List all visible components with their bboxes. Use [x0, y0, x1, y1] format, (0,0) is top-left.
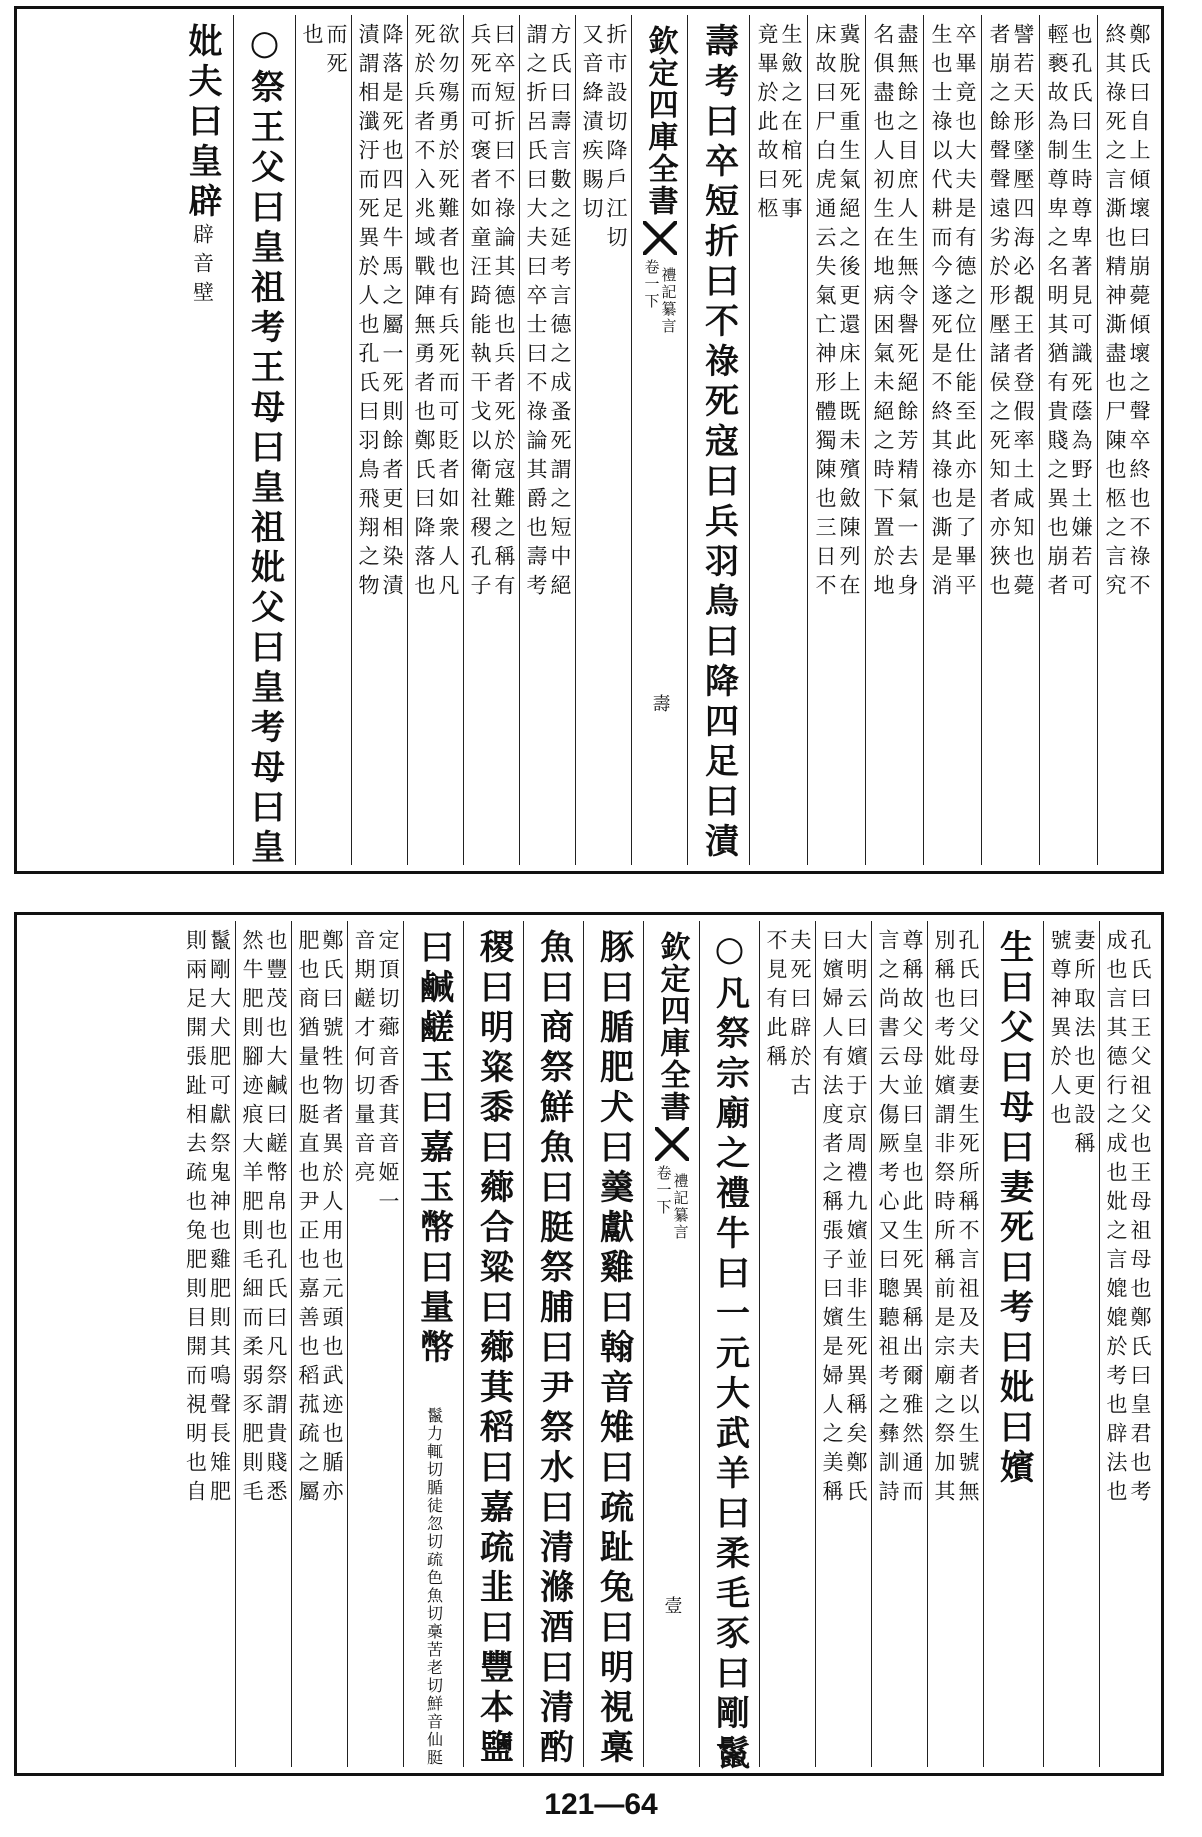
main-text-column [403, 921, 463, 1767]
main-text: 魚曰商祭鮮魚曰脡祭脯曰尹祭水曰清滌酒曰清酌 [533, 929, 574, 1769]
main-text-column [583, 921, 643, 1767]
main-text: ○祭王父曰皇祖考王母曰皇祖妣父曰皇考母曰皇 [244, 23, 285, 869]
commentary-line: 鬣剛大犬肥可獻祭鬼神也雞肥則其鳴聲長雉肥 [207, 929, 232, 1509]
main-text: 生曰父曰母曰妻死曰考曰妣曰嬪 [993, 929, 1034, 1489]
commentary-line: 夫死曰辟於古 [788, 929, 812, 1103]
commentary-line: 言之尚書云大傷厥考心又曰聰聽祖考之彝訓詩 [876, 929, 900, 1509]
center-fold [631, 15, 687, 865]
main-text-column [983, 921, 1043, 1767]
fishtail-ornament-icon [655, 1127, 689, 1161]
commentary-column [749, 15, 807, 865]
commentary-line: 降落是死也四足牛馬之屬一死則餘者更相染漬 [380, 23, 404, 603]
commentary-column [1099, 921, 1155, 1767]
commentary-line: 鄭氏曰號牲物者異於人用也元頭也武迹也腯亦 [320, 929, 344, 1509]
main-text: ○凡祭宗廟之禮牛曰一元大武羊曰柔毛豕曰剛鬣 [709, 929, 750, 1775]
commentary-line: 床故曰尸白虎通云失氣亡神形體獨陳也三日不 [813, 23, 837, 603]
commentary-line: 謂之折呂氏曰大夫曰卒士曰不祿論其爵也壽考 [524, 23, 548, 603]
commentary-column [1043, 921, 1099, 1767]
book-header: 欽定四庫全書 [642, 25, 678, 217]
fold-subtitle [656, 1165, 688, 1241]
book-title: 禮記纂言 [659, 267, 678, 335]
commentary-line: 曰嬪婦人有法度者之稱張子曰嬪是婦人之美稱 [820, 929, 844, 1509]
page-number: 壽 [649, 694, 671, 715]
commentary-line: 漬謂相瀸汙而死異於人也孔氏曰羽鳥飛翔之物 [356, 23, 380, 603]
commentary-column [1097, 15, 1155, 865]
book-header: 欽定四庫全書 [654, 931, 690, 1123]
page-number: 壹 [661, 1596, 683, 1617]
main-text-column [463, 921, 523, 1767]
commentary-column [759, 921, 815, 1767]
bottom-page [14, 912, 1164, 1776]
commentary-line: 肥也商猶量也脡直也尹正也嘉善也稻菰疏之屬 [296, 929, 320, 1509]
main-text-column [523, 921, 583, 1767]
reading-note: 辟音壁 [190, 223, 215, 310]
commentary-line: 不見有此稱 [764, 929, 788, 1074]
commentary-line: 也 [300, 23, 324, 52]
commentary-column [923, 15, 981, 865]
commentary-line: 然牛肥則腳迹痕大羊肥則毛細而柔弱豕肥則毛 [240, 929, 264, 1509]
commentary-line: 鄭氏曰自上傾壞曰崩薨傾壞之聲卒終也不祿不 [1127, 23, 1151, 603]
commentary-column [871, 921, 927, 1767]
commentary-column [407, 15, 463, 865]
main-text-column [233, 15, 295, 869]
juan-label: 卷一下 [654, 1165, 673, 1216]
commentary-column [807, 15, 865, 865]
commentary-line: 冀脫死重生氣絕之後更還床上既未殯斂陳列在 [837, 23, 861, 603]
commentary-line: 生也士祿以代耕而今遂死是不終其祿也澌是消 [929, 23, 953, 603]
commentary-line: 孔氏曰王父祖父也王母祖母也鄭氏曰皇君也考 [1128, 929, 1152, 1509]
commentary-column [351, 15, 407, 865]
book-title: 禮記纂言 [671, 1173, 690, 1241]
main-text-column [171, 15, 233, 865]
commentary-line: 兵死而可褒者如童汪踦能執干戈以衛社稷孔子 [468, 23, 492, 603]
commentary-column [347, 921, 403, 1767]
commentary-line: 曰卒短折曰不祿論其德也兵者死於寇難之稱有 [492, 23, 516, 603]
commentary-line: 妻所取法也更設稱 [1072, 929, 1096, 1161]
commentary-line: 譬若天形墜壓四海必覩王者登假率土咸知也薨 [1011, 23, 1035, 603]
fold-subtitle [644, 259, 676, 335]
main-text-column [699, 921, 759, 1775]
commentary-line: 終其祿死之言澌也精神澌盡也尸陳也柩之言究 [1103, 23, 1127, 603]
commentary-column [519, 15, 575, 865]
commentary-line: 則兩足開張趾相去疏也兔肥則目開而視明也自 [183, 929, 208, 1509]
commentary-line: 音期鹺才何切量音亮 [352, 929, 376, 1190]
commentary-column [575, 15, 631, 865]
fishtail-ornament-icon [643, 221, 677, 255]
commentary-line: 成也言其德行之成也妣之言媲媲於考也辟法也 [1104, 929, 1128, 1509]
commentary-line: 也孔氏曰生時尊卑著見可識死蔭為野土嫌若可 [1069, 23, 1093, 603]
commentary-line: 方氏曰壽言數之延考言德之成蚤死謂之短中絕 [548, 23, 572, 603]
top-page [14, 6, 1164, 874]
commentary-column [295, 15, 351, 865]
commentary-line: 輕褻故為制尊卑之名明其猶有貴賤之異也崩者 [1045, 23, 1069, 603]
commentary-line: 大明云曰嬪于京周禮九嬪並非生死異稱矣鄭氏 [844, 929, 868, 1509]
main-text: 妣夫曰皇辟 [182, 23, 222, 223]
commentary-column [865, 15, 923, 865]
main-text-column [687, 15, 749, 865]
commentary-line: 又音絳漬疾賜切 [580, 23, 604, 226]
commentary-line: 盡無餘之目庶人生無令譽死絕餘芳精氣一去身 [895, 23, 919, 603]
commentary-line: 欲勿殤勇於死難者也有兵死而可貶者如衆人凡 [436, 23, 460, 603]
commentary-column [927, 921, 983, 1767]
commentary-line: 竟畢於此故曰柩 [755, 23, 779, 226]
commentary-line: 別稱也考妣嬪謂非祭時所稱前是宗廟之祭加其 [932, 929, 956, 1509]
commentary-column [463, 15, 519, 865]
juan-label: 卷一下 [642, 259, 661, 310]
commentary-line: 號尊神異於人也 [1048, 929, 1072, 1132]
commentary-line: 折市設切降戶江切 [604, 23, 628, 255]
main-text: 豚曰腯肥犬曰羹獻雞曰翰音雉曰疏趾兔曰明視槀 [593, 929, 634, 1769]
commentary-line: 定頂切薌音香萁音姬一 [376, 929, 400, 1219]
main-text: 曰鹹鹺玉曰嘉玉幣曰量幣 [413, 929, 454, 1369]
commentary-column [291, 921, 347, 1767]
reading-note: 鬣力輒切腯徒忽切疏色魚切槀苦老切鮮音仙脡 [424, 1407, 444, 1767]
commentary-column [235, 921, 291, 1767]
commentary-column [179, 921, 235, 1767]
commentary-column [815, 921, 871, 1767]
commentary-line: 生斂之在棺死事 [779, 23, 803, 226]
commentary-column [981, 15, 1039, 865]
main-text: 壽考曰卒短折曰不祿死寇曰兵羽鳥曰降四足曰漬 [698, 23, 739, 863]
commentary-line: 尊稱故父母並曰皇也此生死異稱出爾雅然通而 [900, 929, 924, 1509]
commentary-line: 死於兵者不入兆域戰陣無勇者也鄭氏曰降落也 [412, 23, 436, 603]
commentary-line: 卒畢竟也大夫是有德之位仕能至此亦是了畢平 [953, 23, 977, 603]
commentary-column [1039, 15, 1097, 865]
commentary-line: 者崩之餘聲聲遠劣於形壓諸侯之死知者亦狹也 [987, 23, 1011, 603]
main-text: 稷曰明粢黍曰薌合粱曰薌萁稻曰嘉疏韭曰豐本鹽 [473, 929, 514, 1769]
volume-page-number: 121—64 [544, 1788, 658, 1821]
bottom-columns [23, 921, 1155, 1775]
commentary-line: 也豐茂也大鹹曰鹺幣帛也孔氏曰凡祭謂貴賤悉 [264, 929, 288, 1509]
center-fold [643, 921, 699, 1767]
commentary-line: 而死 [324, 23, 348, 81]
commentary-line: 孔氏曰父母妻生死所稱不言祖及夫者以生號無 [956, 929, 980, 1509]
commentary-line: 名俱盡也人初生在地病困氣未絕之時下置於地 [871, 23, 895, 603]
top-columns [23, 15, 1155, 869]
